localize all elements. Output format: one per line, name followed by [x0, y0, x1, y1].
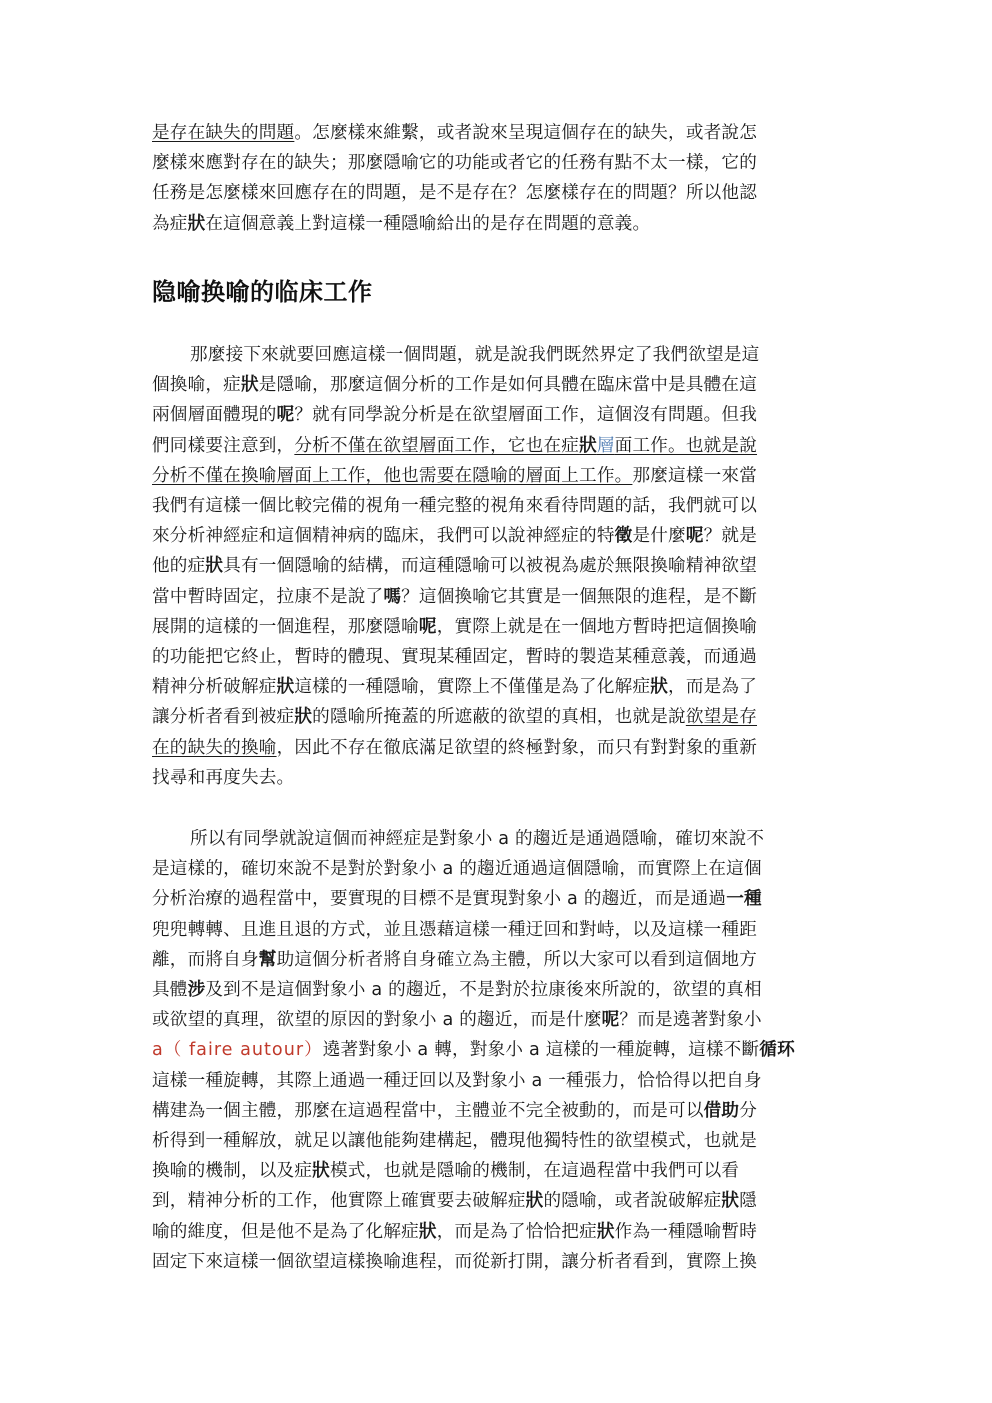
french-term: a（ faire autour） [152, 1040, 323, 1061]
text-line: 這樣一種旋轉，其際上通過一種迂回以及對象小 a 一種張力，恰恰得以把自身 [152, 1070, 762, 1091]
text-line: 當中暫時固定，拉康不是說了嗎？這個換喻它其實是一個無限的進程，是不斷 [152, 586, 758, 607]
text-line: 析得到一種解放，就足以讓他能夠建構起，體現他獨特性的欲望模式，也就是 [152, 1131, 757, 1152]
text-line: 具體涉及到不是這個對象小 a 的趨近，不是對於拉康後來所說的，欲望的真相 [152, 980, 762, 1001]
text-line: 分析治療的過程當中，要實現的目標不是實現對象小 a 的趨近，而是通過一種 [152, 889, 762, 910]
text-line: 來分析神經症和這個精神病的臨床，我們可以說神經症的特徵是什麼呢？就是 [152, 526, 758, 547]
section-heading: 隐喻换喻的临床工作 [152, 278, 373, 306]
text-line: 是這樣的，確切來說不是對於對象小 a 的趨近通過這個隱喻，而實際上在這個 [152, 859, 762, 880]
text-line: 構建為一個主體，那麼在這過程當中，主體並不完全被動的，而是可以借助分 [152, 1100, 758, 1121]
underlined-text: 欲望是存 [685, 707, 758, 728]
underlined-text: 分析不僅在換喻層面上工作，他也需要在隱喻的層面上工作。 [152, 465, 633, 486]
text-line: 固定下來這樣一個欲望這樣換喻進程，而從新打開，讓分析者看到，實際上換 [152, 1251, 757, 1272]
text-line: 讓分析者看到被症狀的隱喻所掩蓋的所遮蔽的欲望的真相，也就是說欲望是存 [152, 707, 758, 728]
text-line: 喻的維度，但是他不是為了化解症狀，而是為了恰恰把症狀作為一種隱喻暫時 [152, 1221, 758, 1242]
text-line: 或欲望的真理，欲望的原因的對象小 a 的趨近，而是什麼呢？而是遶著對象小 [152, 1010, 762, 1031]
text-line: 任務是怎麼樣來回應存在的問題，是不是存在？怎麼樣存在的問題？所以他認 [152, 183, 757, 204]
text-line: 所以有同學就說這個而神經症是對象小 a 的趨近是通過隱喻，確切來說不 [190, 829, 765, 849]
text-line: 精神分析破解症狀這樣的一種隱喻，實際上不僅僅是為了化解症狀，而是為了 [152, 677, 758, 698]
text-line: 展開的這樣的一個進程，那麼隱喻呢，實際上就是在一個地方暫時把這個換喻 [152, 616, 758, 637]
text-line: 個換喻，症狀是隱喻，那麼這個分析的工作是如何具體在臨床當中是具體在這 [152, 375, 758, 396]
text-line: 是存在缺失的問題。怎麼樣來維繫，或者說來呈現這個存在的缺失，或者說怎 [152, 123, 757, 143]
paragraph-2 [152, 824, 834, 1277]
text-line: 那麼接下來就要回應這樣一個問題，就是說我們既然界定了我們欲望是這 [190, 345, 760, 365]
underlined-text: 在的缺失的換喻 [152, 737, 277, 758]
text-line: 離，而將自身幫助這個分析者將自身確立為主體，所以大家可以看到這個地方 [152, 949, 757, 970]
underlined-text: 是存在缺失的問題 [152, 123, 295, 143]
text-line: 兜兜轉轉、且進且退的方式，並且憑藉這樣一種迂回和對峙，以及這樣一種距 [152, 919, 757, 940]
underlined-text: 分析不僅在欲望層面工作，它也在症狀層面工作。也就是說 [294, 435, 758, 456]
text-line: a（ faire autour）遶著對象小 a 轉，對象小 a 這樣的一種旋轉，這樣不斷循环 [152, 1040, 795, 1061]
text-line: 的功能把它終止，暫時的體現、實現某種固定，暫時的製造某種意義，而通過 [152, 647, 757, 668]
text-line: 到，精神分析的工作，他實際上確實要去破解症狀的隱喻，或者說破解症狀隱 [152, 1191, 758, 1212]
text-line: 麼樣來應對存在的缺失；那麼隱喻它的功能或者它的任務有點不太一樣，它的 [152, 153, 757, 174]
text-line: 們同樣要注意到，分析不僅在欲望層面工作，它也在症狀層面工作。也就是說 [152, 435, 758, 456]
text-line: 在的缺失的換喻，因此不存在徹底滿足欲望的終極對象，而只有對對象的重新 [152, 737, 757, 758]
text-line: 我們有這樣一個比較完備的視角一種完整的視角來看待問題的話，我們就可以 [152, 496, 757, 517]
text-line: 分析不僅在換喻層面上工作，他也需要在隱喻的層面上工作。那麼這樣一來當 [152, 465, 757, 486]
text-line: 換喻的機制，以及症狀模式，也就是隱喻的機制，在這過程當中我們可以看 [152, 1161, 740, 1182]
text-line: 兩個層面體現的呢？就有同學說分析是在欲望層面工作，這個沒有問題。但我 [152, 405, 757, 426]
text-line: 他的症狀具有一個隱喻的結構，而這種隱喻可以被視為處於無限換喻精神欲望 [152, 556, 758, 577]
intro-paragraph [152, 118, 834, 239]
text-line: 找尋和再度失去。 [152, 767, 295, 788]
text-line: 為症狀在這個意義上對這樣一種隱喻給出的是存在問題的意義。 [152, 213, 651, 234]
paragraph-1 [152, 340, 834, 793]
